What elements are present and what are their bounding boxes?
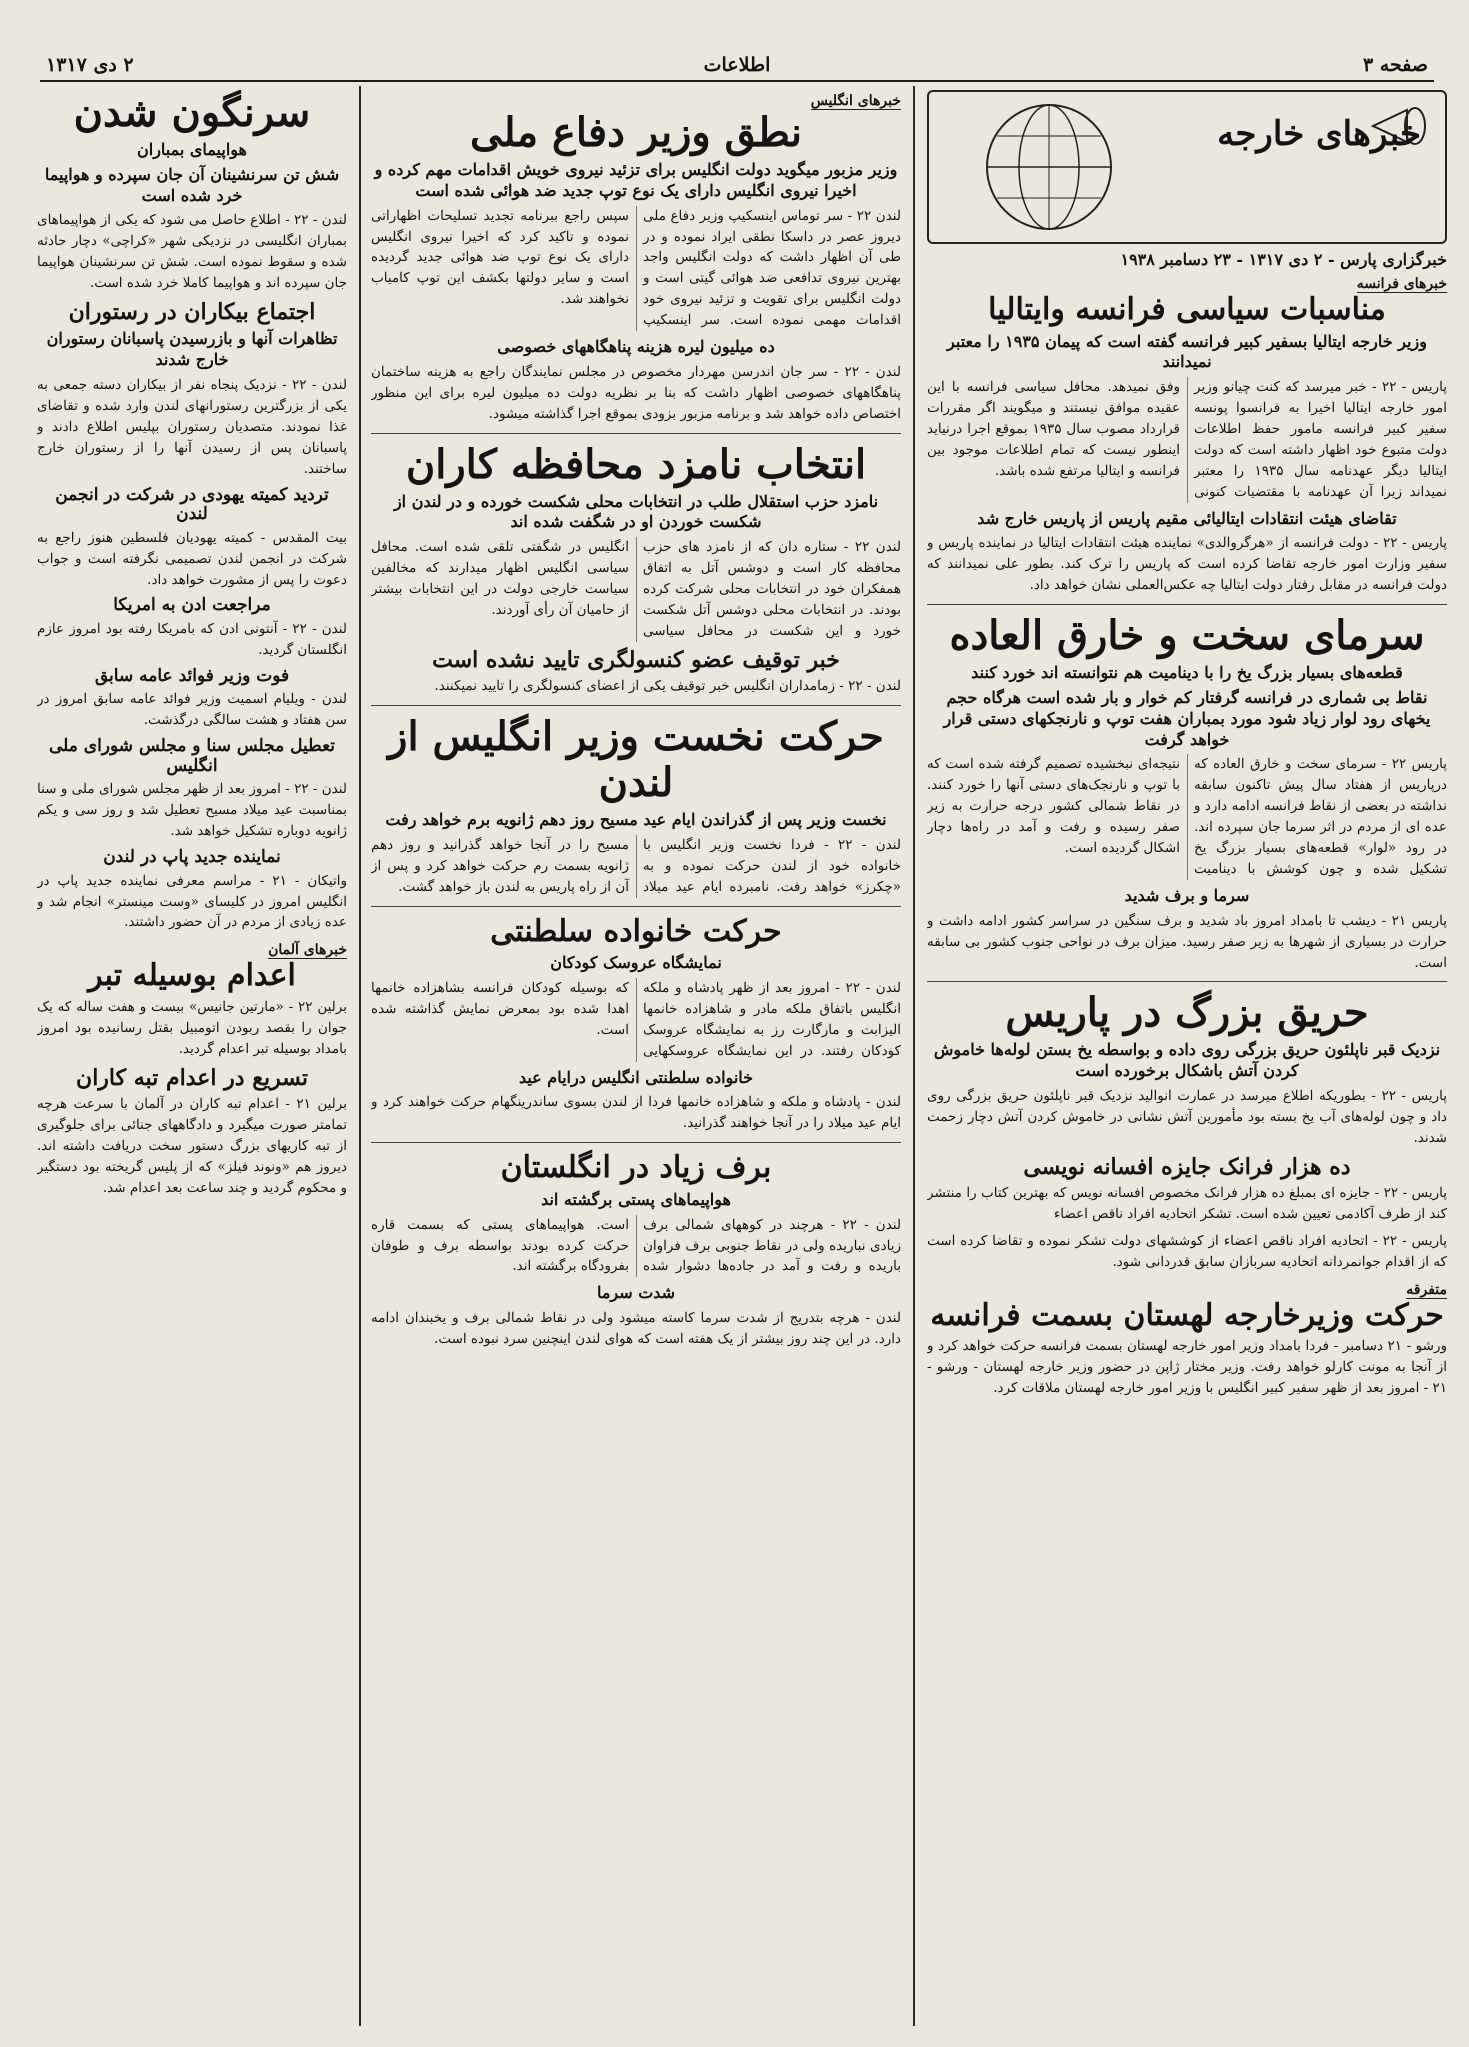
subhead-france-italy: وزیر خارجه ایتالیا بسفیر کبیر فرانسه گفته است که پیمان ۱۹۳۵ را معتبر نمیدانند [947,331,1427,372]
article-execution-speed: برلین ۲۱ - اعدام تبه کاران در آلمان با سرعت هرچه تمامتر صورت میگیرد و دادگاههای جنائی برای جلوگیری از تبه کاریهای بزرگ دستور سخت دریافت داشته اند. دیروز هم «ونوند فیلز» که از پلیس گریخته بود دستگیر و محکوم گردید و چند ساعت بعد اعدام شد. [37,1095,347,1196]
headline-england-snow: برف زیاد در انگلستان [500,1150,772,1186]
page-header [40,54,1434,82]
column-foreign-news [927,90,1447,1405]
article-jewish-committee: بیت المقدس - کمیته یهودیان فلسطین هنوز راجع به شرکت در انجمن لندن تصمیمی نگرفته است و جواب دعوت را پس از مشورت خواهد داد. [37,529,347,588]
subhead-cold-intensity: شدت سرما [596,1283,676,1303]
article-paris-fire: پاریس - ۲۲ - بطوریکه اطلاع میرسد در عمارت انوالید نزدیک قبر ناپلئون حریق بزرگی روی داد و چون لوله‌های آب یخ بسته بود مأمورین آتش نشانی در خاموش کردن آتش دچار زحمت شدند. [927,1088,1447,1146]
column-english-news [371,90,901,1356]
subhead-royal-holiday: خانواده سلطنتی انگلیس درایام عید [518,1067,754,1087]
article-axe-execution: برلین ۲۲ - «مارتین جانیس» بیست و هفت ساله که یک جوان را بقصد ربودن اتومبیل بقتل رسانیده بود امروز بامداد بوسیله تبر اعدام گردید. [37,998,347,1057]
headline-france-italy: مناسبات سیاسی فرانسه وایتالیا [988,292,1386,327]
article-novel-prize: پاریس - ۲۲ - جایزه ای بمبلغ ده هزار فرانک مخصوص افسانه نویس که بهترین کتاب را منتشر کند از طرف آکادمی تعیین شده است. تشکر اتحادیه افراد ناقص اعضاء [927,1185,1447,1223]
article-minister-death: لندن - ویلیام اسمیت وزیر فوائد عامه سابق امروز در سن هفتاد و هشت سالگی درگذشت. [37,691,347,729]
masthead-box [927,90,1447,244]
article-severe-cold: پاریس ۲۲ - سرمای سخت و خارق العاده که درپاریس از هفتاد سال پیش تاکنون سابقه نداشته در بعضی از نقاط فرانسه ادامه دارد و عده ای از مردم در اثر سرما جان سپرده اند. در رود «لوار» قطعه‌های بسیار بزرگ یخ تشکیل شده و چون کوشش با دینامیت نتیجه‌ای نبخشیده تصمیم گرفته شده است که با توپ و نارنجک‌های دستی آنها را خورد کنند. در نقاط شمالی کشور درجه حرارت به زیر صفر رسیده و رفت و آمد در راه‌ها دچار اشکال گردیده است. [927,756,1447,877]
section-label-england: خبرهای انگلیس [810,93,901,109]
article-eden-return: لندن - ۲۲ - آنتونی ادن که بامریکا رفته بود امروز عازم انگلستان گردید. [37,620,347,658]
subhead-doll-exhibition: نمایشگاه عروسک کودکان [550,953,722,973]
headline-eden-return: مراجعت ادن به امریکا [113,595,271,616]
article-snow: پاریس ۲۱ - دیشب تا بامداد امروز باد شدید و برف سنگین در سراسر کشور ادامه داشت و حرارت در بسیاری از شهرها به زیر صفر رسید. میزان برف در نواحی جنوب کشور بی سابقه است. [927,912,1447,971]
separator [927,981,1447,982]
column-brief-news [37,90,347,1205]
subhead-ice-blocks: قطعه‌های بسیار بزرگ یخ را با دینامیت هم نتوانسته اند خورد کنند [971,663,1403,683]
headline-severe-cold: سرمای سخت و خارق العاده [949,612,1425,660]
article-italian-delegation: پاریس - ۲۲ - دولت فرانسه از «هرگروالدی» نماینده هیئت انتقادات ایتالیا در نماینده پاریس و سفیر وزارت امور خارجه تقاضا کرده است که پاریس را ترک کند. بطور علی نمیدانند که دولت فرانسه در مقابل رفتار دولت ایتالیا چه عکس‌العملی نشان خواهد داد. [927,535,1447,594]
article-england-snow: لندن - ۲۲ - هرچند در کوههای شمالی برف زیادی نباریده ولی در نقاط جنوبی برف فراوان باریده و رفت و آمد در جاده‌ها دشوار شده است. هواپیماهای پستی که بسمت قاره حرکت کرده بودند بواسطه برف و طوفان بفرودگاه برگشته اند. [371,1216,901,1275]
article-shelters: لندن - ۲۲ - سر جان اندرسن مهردار مخصوص در مجلس نمایندگان راجع به هزینه ساختمان پناهگاههای خصوصی اظهار داشت که بنا بر نظریه دولت ده میلیون لیره برای این منظور اختصاص داده خواهد شد و برنامه مزبور بزودی بموقع اجرا گذاشته میشود. [371,363,901,422]
headline-axe-execution: اعدام بوسیله تبر [88,958,296,994]
section-label-misc: متفرقه [1406,1281,1447,1298]
separator [371,906,901,907]
subhead-paris-fire: نزدیک قبر ناپلئون حریق بزرگی روی داده و بواسطه یخ بستن لوله‌ها خاموش کردن آتش باشکال برخورده است [933,1040,1441,1081]
column-rule [913,86,915,2026]
headline-papal-envoy: نماینده جدید پاپ در لندن [103,847,281,868]
section-label-france: خبرهای فرانسه [1356,276,1447,292]
headline-polish-minister: حرکت وزیرخارجه لهستان بسمت فرانسه [930,1297,1444,1333]
article-crash: لندن - ۲۲ - اطلاع حاصل می شود که یکی از هواپیماهای بمباران انگلیسی در نزدیکی شهر «کراچی» دچار حادثه شده و سقوط نموده است. شش تن سرنشینان هواپیما جان سپرده اند و هواپیما کاملا خرد شده است. [37,212,347,292]
subhead-unemployed: تظاهرات آنها و بازرسیدن پاسبانان رستوران خارج شدند [46,329,338,370]
article-royal-holiday: لندن - پادشاه و ملکه و شاهزاده خانمها فردا از لندن بسوی ساندرینگهام حرکت خواهند کرد و ایام عید میلاد را در آنجا خواهند گذرانید. [371,1094,901,1132]
page-number: صفحه ۳ [1362,54,1428,76]
subhead-england-snow: هواپیماهای پستی برگشته اند [541,1189,731,1209]
column-rule [359,86,361,2026]
headline-conservative-candidate: انتخاب نامزد محافظه کاران [405,440,867,488]
subhead-bomber: هواپیمای بمباران [137,140,247,159]
wire-line: خبرگزاری پارس - ۲ دی ۱۳۱۷ - ۲۳ دسامبر ۱۹۳۸ [1120,250,1447,269]
subhead-prime-minister: نخست وزیر پس از گذراندن ایام عید مسیح روز دهم ژانویه برم خواهد رفت [385,810,887,830]
separator [371,1142,901,1143]
article-defence-speech: لندن ۲۲ - سر توماس اینسکیپ وزیر دفاع ملی دیروز عصر در داسکا نطقی ایراد نموده و در طی آن اظهار داشت که دولت انگلیس واجد بهترین نیروی تدافعی ضد هوائی گیتی است و دولت انگلیس برای تقویت و تزئید نیروی خود اقدامات مهمی نموده است. سر اینسکیپ سپس راجع ببرنامه تجدید تسلیحات اظهاراتی نموده و تاکید کرد که اخیرا نیروی انگلیس دارای یک نوع توپ ضد هوائی جدید گردیده است و سایر دولتها بکشف این توپ کامیاب نخواهند شد. [371,207,901,329]
subhead-defence-speech: وزیر مزبور میگوید دولت انگلیس برای تزئید نیروی خویش اقدامات مهم کرده و اخیرا نیروی انگلیس دارای یک نوع توپ جدید ضد هوائی شده است [374,160,898,200]
headline-royal-family: حرکت خانواده سلطنتی [490,913,782,949]
section-label-germany: خبرهای آلمان [268,942,347,959]
article-papal-envoy: واتیکان - ۲۱ - مراسم معرفی نماینده جدید پاپ در انگلیس امروز در کلیسای «وست مینستر» انجام شد و عده زیادی از مردم در آن حضور داشتند. [37,872,347,931]
headline-consulate-arrest: خبر توقیف عضو کنسولگری تایید نشده است [432,646,840,673]
separator [371,705,901,706]
masthead-title: خبرهای خارجه [1217,114,1421,154]
headline-jewish-committee: تردید کمیته یهودی در شرکت در انجمن لندن [55,484,329,525]
headline-defence-speech: نطق وزیر دفاع ملی [470,109,802,156]
article-france-italy: پاریس - ۲۲ - خبر میرسد که کنت چیانو وزیر امور خارجه ایتالیا اخیرا به فرانسوا پونسه سفیر کبیر فرانسه مامور حفظ اطلاعات دولت متبوع خود اظهار داشته است که دولت ایتالیا دیگر عهدنامه سال ۱۹۳۵ را معتبر نمیداند زیرا آن عهدنامه با مقتضیات کنونی وفق نمیدهد. محافل سیاسی فرانسه با این عقیده موافق نیستند و میگویند اگر مقررات قرارداد مصوب سال ۱۹۳۵ بموقع اجرا درنیاید اینطور نیست که تمام اطلاعات موجود بین فرانسه و ایتالیا مرتفع شده باشد. [927,379,1447,500]
separator [371,433,901,434]
headline-parliament-recess: تعطیل مجلس سنا و مجلس شورای ملی انگلیس [48,736,336,776]
headline-prime-minister: حرکت نخست وزیر انگلیس از لندن [388,713,884,807]
article-polish-minister: ورشو - ۲۱ دسامبر - فردا بامداد وزیر امور خارجه لهستان بسمت فرانسه حرکت خواهد کرد و از آنجا به مونت کارلو خواهد رفت. وزیر مختار ژاپن در حضور وزیر خارجه لهستان - ورشو - ۲۱ - امروز بعد از ظهر سفیر کبیر انگلیس با وزیر امور خارجه لهستان ملاقات کرد. [927,1338,1447,1397]
globe-icon [959,100,1139,234]
issue-date: ۲ دی ۱۳۱۷ [46,54,134,76]
subhead-italian-delegation: تقاضای هیئت انتقادات ایتالیائی مقیم پاریس از پاریس خارج شد [977,508,1397,528]
headline-paris-fire: حریق بزرگ در پاریس [1005,989,1369,1037]
article-parliament-recess: لندن - ۲۲ - امروز بعد از ظهر مجلس شورای ملی و سنا بمناسبت عید میلاد مسیح تعطیل شد و روز سی و یکم ژانویه دوباره تشکیل خواهد شد. [37,781,347,840]
article-conservative-candidate: لندن ۲۲ - ستاره دان که از نامزد های حزب محافظه کار است و دوشس آتل به اتفاق همفکران خود در انتخابات محلی شرکت کرده بودند. در انتخابات محلی دوشس آتل شکست خورد و این شکست در محافل سیاسی انگلیس در شگفتی تلقی شده است. محافل سیاسی انگلیس اظهار میدارند که مخالفین سیاست خارجی دولت در این انتخابات بیشتر از حامیان آن رأی آوردند. [371,539,901,639]
headline-unemployed: اجتماع بیکاران در رستوران [68,299,316,326]
article-consulate-arrest: لندن - ۲۲ - زمامداران انگلیس خبر توقیف یکی از اعضای کنسولگری را تایید نمیکنند. [434,678,901,695]
article-cold-intensity: لندن - هرچه بتدریج از شدت سرما کاسته میشود ولی در نقاط شمالی برف و یخبندان ادامه دارد. در این چند روز بیشتر از یک هفته است که هوای لندن اینچنین سرد نبوده است. [371,1310,901,1348]
subhead-snow: سرما و برف شدید [1124,885,1250,905]
subhead-crew: شش تن سرنشینان آن جان سپرده و هواپیما خرد شده است [44,164,340,205]
headline-novel-prize: ده هزار فرانک جایزه افسانه نویسی [1023,1153,1351,1180]
article-disabled-union: پاریس - ۲۲ - اتحادیه افراد ناقص اعضاء از کوششهای دولت تشکر نموده و تقاضا کرده است که از اقدام جوانمردانه اتحادیه سربازان سابق قدردانی شود. [927,1232,1447,1270]
subhead-shortage: نقاط بی شماری در فرانسه گرفتار کم خوار و بار شده است هرگاه حجم یخهای رود لوار زیاد شود مورد بمباران هفت توپ و نارنجکهای دستی قرار خواهد گرفت [943,687,1431,749]
article-prime-minister: لندن - ۲۲ - فردا نخست وزیر انگلیس با خانواده خود از لندن حرکت نموده و به «چکرز» خواهد رفت. نامبرده ایام عید میلاد مسیح را در آنجا خواهد گذرانید و روز دهم ژانویه بسمت رم حرکت خواهد کرد و پس از آن از راه پاریس به لندن باز خواهد گشت. [371,836,901,895]
headline-execution-speed: تسریع در اعدام تبه کاران [76,1064,308,1091]
subhead-conservative-candidate: نامزد حزب استقلال طلب در انتخابات محلی شکست خورده و در لندن از شکست خوردن او در شگفت شده اند [393,491,879,532]
headline-minister-death: فوت وزیر فوائد عامه سابق [94,665,290,686]
paper-name: اطلاعات [703,54,771,76]
article-doll-exhibition: لندن - ۲۲ - امروز بعد از ظهر پادشاه و ملکه انگلیس باتفاق ملکه مادر و شاهزاده خانمها الیزابت و مارگارت رز به نمایشگاه عروسک کودکان رفتند. در این نمایشگاه عروسکهایی که بوسیله کودکان فرانسه بشاهزاده خانمها اهدا شده بود بمعرض نمایش گذاشته شده است. [371,979,901,1059]
subhead-shelters: ده میلیون لیره هزینه پناهگاههای خصوصی [497,337,775,357]
separator [927,604,1447,605]
headline-crash: سرنگون شدن [73,90,311,136]
article-unemployed: لندن - ۲۲ - نزدیک پنجاه نفر از بیکاران دسته جمعی به یکی از بزرگترین رستورانهای لندن وارد شده و تقاضای غذا نمودند. متصدیان رستوران بپلیس اطلاع دادند و پاسبانان پس از رسیدن آنها را از رستوران خارج ساختند. [37,376,347,477]
